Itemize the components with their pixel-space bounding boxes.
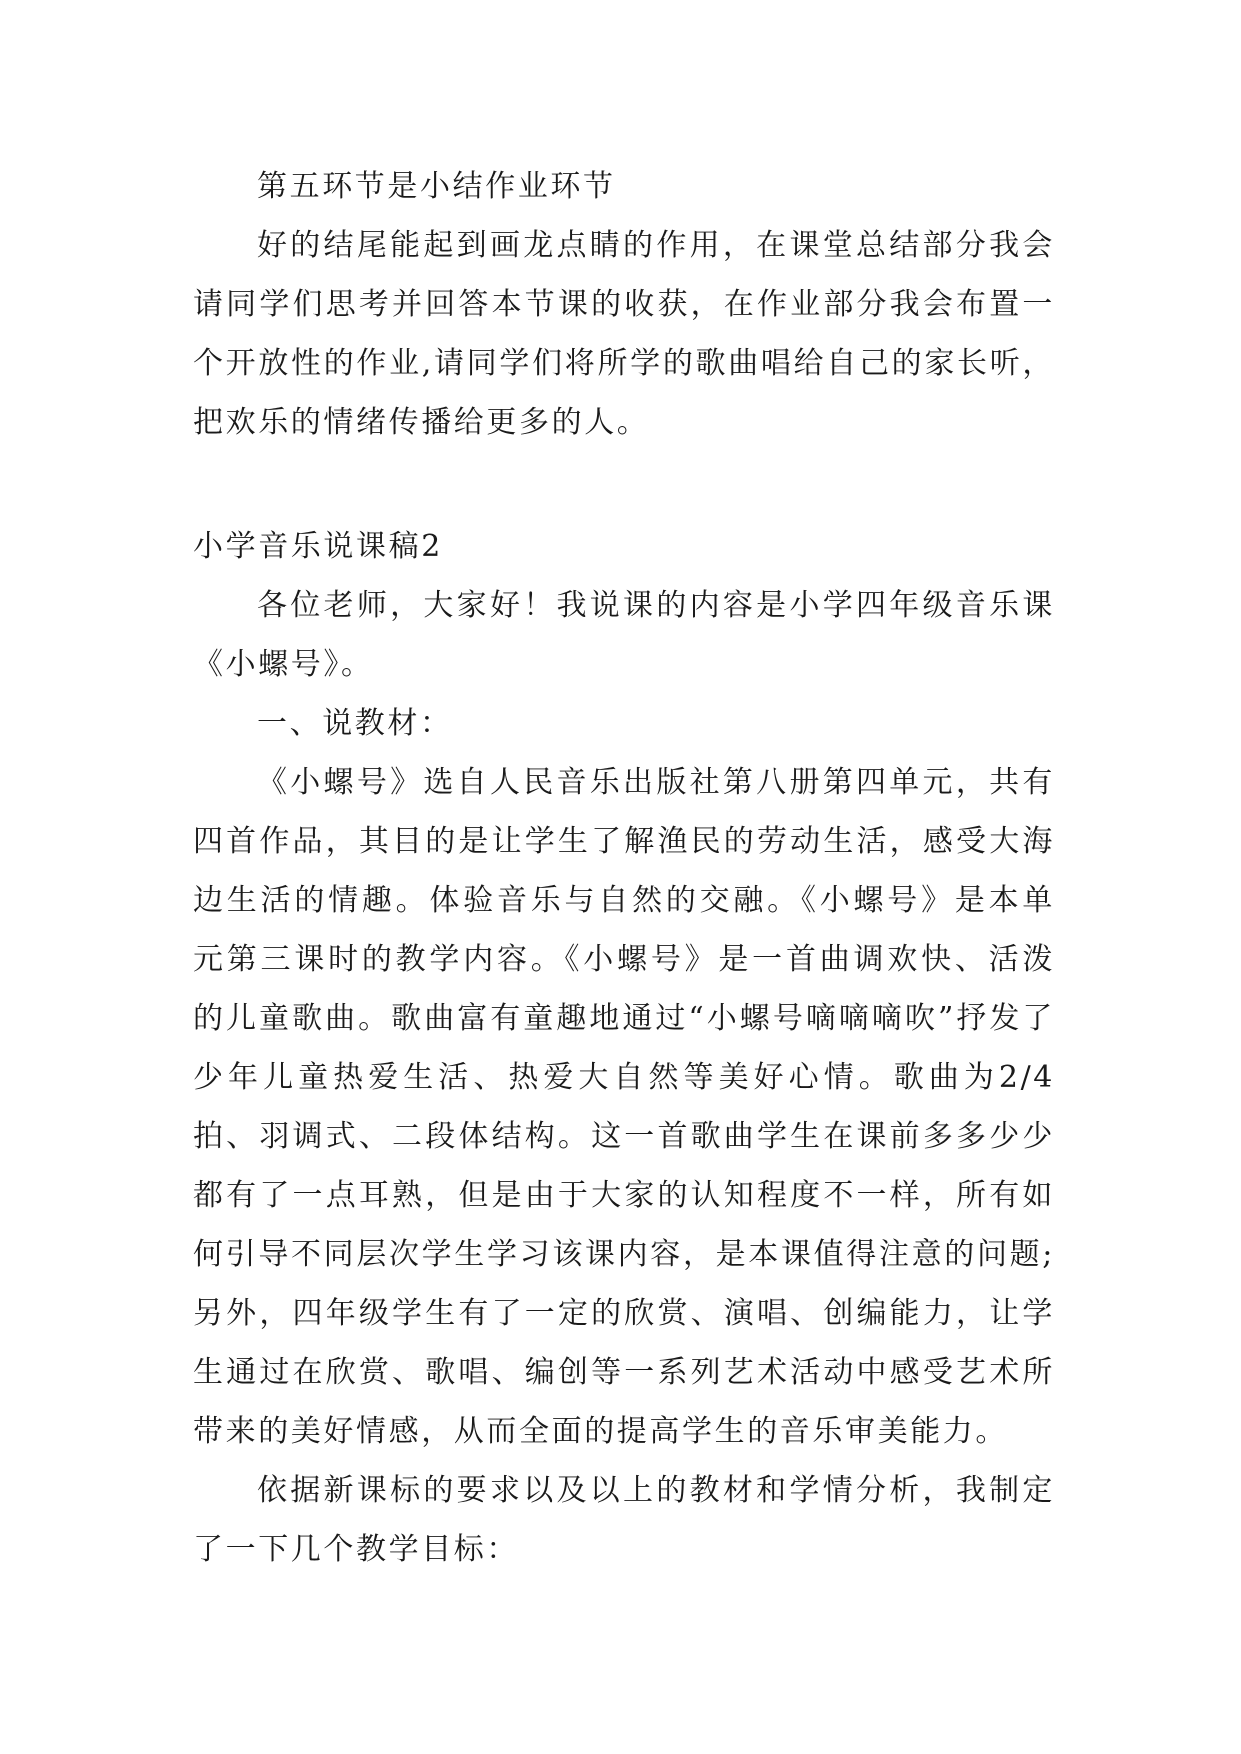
document-title: 小学音乐说课稿2 [193,529,443,564]
paragraph-greeting: 各位老师，大家好！我说课的内容是小学四年级音乐课《小螺号》。 [193,588,1055,682]
paragraph-textbook: 《小螺号》选自人民音乐出版社第八册第四单元，共有四首作品，其目的是让学生了解渔民的劳动生活，感受大海边生活的情趣。体验音乐与自然的交融。《小螺号》是本单元第三课时的教学内容。《小螺号》是一首曲调欢快、活泼的儿童歌曲。歌曲富有童趣地通过“小螺号嘀嘀嘀吹”抒发了少年儿童热爱生活、热爱大自然等美好心情。歌曲为2/4拍、羽调式、二段体结构。这一首歌曲学生在课前多多少少都有了一点耳熟，但是由于大家的认知程度不一样，所有如何引导不同层次学生学习该课内容，是本课值得注意的问题;另外，四年级学生有了一定的欣赏、演唱、创编能力，让学生通过在欣赏、歌唱、编创等一系列艺术活动中感受艺术所带来的美好情感，从而全面的提高学生的音乐审美能力。 [193,765,1055,1449]
paragraph-objectives-intro: 依据新课标的要求以及以上的教材和学情分析，我制定了一下几个教学目标： [193,1473,1055,1567]
section-gap [193,452,1055,517]
paragraph-subheading: 一、说教材： [257,706,453,741]
paragraph-section-heading: 第五环节是小结作业环节 [257,169,616,204]
paragraph-summary: 好的结尾能起到画龙点睛的作用，在课堂总结部分我会请同学们思考并回答本节课的收获，在作业部分我会布置一个开放性的作业,请同学们将所学的歌曲唱给自己的家长听，把欢乐的情绪传播给更多的人。 [193,228,1055,440]
document-page [193,157,1055,1579]
